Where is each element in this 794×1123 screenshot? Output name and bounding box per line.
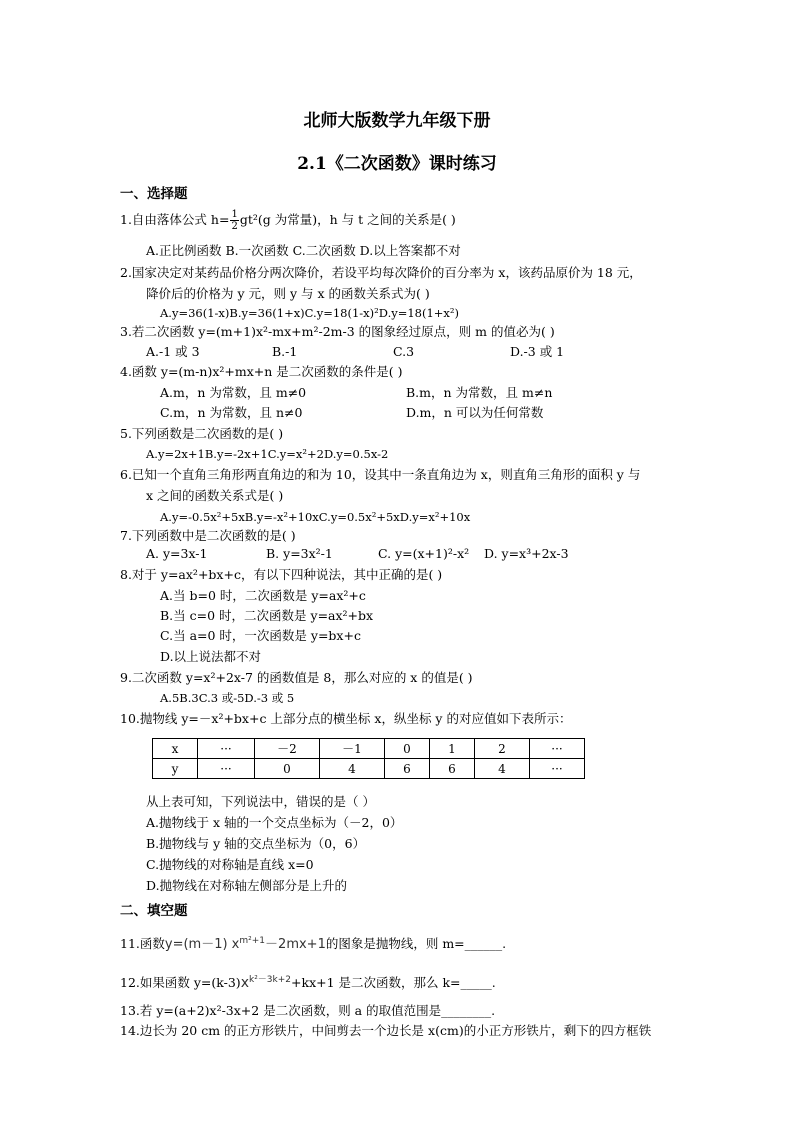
q2-line2: 降价后的价格为 y 元，则 y 与 x 的函数关系式为( ) bbox=[146, 286, 430, 301]
q4-option-a: A.m，n 为常数，且 m≠0 bbox=[160, 385, 307, 400]
q8-option-c: C.当 a=0 时，一次函数是 y=bx+c bbox=[160, 628, 361, 643]
q7-option-b: B. y=3x²-1 bbox=[266, 546, 333, 561]
q14-line1: 14.边长为 20 cm 的正方形铁片，中间剪去一个边长是 x(cm)的小正方形铁片，剩下的四方框铁 bbox=[120, 1023, 652, 1038]
table-row-y bbox=[153, 759, 585, 779]
q1-frac-den: 2 bbox=[231, 221, 238, 232]
table-cell: －2 bbox=[255, 739, 320, 759]
q12-prefix: 12.如果函数 y=(k-3) bbox=[120, 975, 241, 991]
q10-intro: 从上表可知，下列说法中，错误的是（ ） bbox=[146, 794, 375, 809]
table-cell: 0 bbox=[385, 739, 430, 759]
q3-option-c: C.3 bbox=[393, 344, 415, 359]
q2-line1: 2.国家决定对某药品价格分两次降价，若设平均每次降价的百分率为 x，该药品原价为 18 元， bbox=[120, 265, 642, 280]
q6-line2: x 之间的函数关系式是( ) bbox=[146, 488, 284, 503]
table-cell: 6 bbox=[430, 759, 475, 779]
q4-option-c: C.m，n 为常数，且 n≠0 bbox=[160, 405, 303, 420]
table-cell: 4 bbox=[320, 759, 385, 779]
table-cell: 4 bbox=[475, 759, 530, 779]
section-heading-choice: 一、选择题 bbox=[120, 186, 188, 202]
page-subtitle: 2.1《二次函数》课时练习 bbox=[297, 154, 497, 174]
q10-option-c: C.抛物线的对称轴是直线 x=0 bbox=[146, 857, 314, 872]
q2-options: A.y=36(1-x)B.y=36(1+x)C.y=18(1-x)²D.y=18(1+x²) bbox=[160, 306, 460, 320]
q11-exponent: m²+1 bbox=[239, 936, 266, 946]
q5-options: A.y=2x+1B.y=-2x+1C.y=x²+2D.y=0.5x-2 bbox=[146, 447, 389, 461]
q7-option-c: C. y=(x+1)²-x² bbox=[378, 546, 470, 561]
q6-line1: 6.已知一个直角三角形两直角边的和为 10，设其中一条直角边为 x，则直角三角形的面积 y 与 bbox=[120, 467, 641, 482]
q13-line1: 13.若 y=(a+2)x²-3x+2 是二次函数，则 a 的取值范围是________. bbox=[120, 1003, 496, 1018]
page-title: 北师大版数学九年级下册 bbox=[303, 111, 491, 131]
table-cell: 0 bbox=[255, 759, 320, 779]
q4-option-d: D.m，n 可以为任何常数 bbox=[406, 405, 544, 420]
q11-suffix: 的图象是抛物线，则 m=______. bbox=[325, 936, 507, 952]
q11-formula-a: y=(m－1) x bbox=[164, 937, 240, 953]
section-heading-fill: 二、填空题 bbox=[120, 903, 188, 919]
q10-line1: 10.抛物线 y=－x²+bx+c 上部分点的横坐标 x，纵坐标 y 的对应值如下表所示： bbox=[120, 711, 572, 726]
q10-value-table bbox=[152, 738, 585, 779]
q6-options: A.y=-0.5x²+5xB.y=-x²+10xC.y=0.5x²+5xD.y=x²+10x bbox=[160, 510, 471, 524]
q9-line1: 9.二次函数 y=x²+2x-7 的函数值是 8，那么对应的 x 的值是( ) bbox=[120, 670, 473, 685]
q8-option-d: D.以上说法都不对 bbox=[160, 649, 262, 664]
q11-prefix: 11.函数 bbox=[120, 936, 165, 952]
table-cell: y bbox=[153, 759, 198, 779]
q12-exponent: k²－3k+2 bbox=[248, 975, 292, 985]
q3-option-d: D.-3 或 1 bbox=[510, 344, 565, 359]
table-row-x bbox=[153, 739, 585, 759]
q4-option-b: B.m，n 为常数，且 m≠n bbox=[406, 385, 553, 400]
table-cell: ··· bbox=[530, 739, 585, 759]
q8-line1: 8.对于 y=ax²+bx+c，有以下四种说法，其中正确的是( ) bbox=[120, 567, 443, 582]
q3-option-b: B.-1 bbox=[272, 344, 298, 359]
q10-option-b: B.抛物线与 y 轴的交点坐标为（0，6） bbox=[146, 836, 366, 851]
q8-option-a: A.当 b=0 时，二次函数是 y=ax²+c bbox=[160, 588, 366, 603]
q1-prefix: 1.自由落体公式 h= bbox=[120, 212, 230, 227]
q4-line1: 4.函数 y=(m-n)x²+mx+n 是二次函数的条件是( ) bbox=[120, 364, 403, 379]
table-cell: ··· bbox=[198, 739, 255, 759]
table-cell: 1 bbox=[430, 739, 475, 759]
table-cell: ··· bbox=[530, 759, 585, 779]
q10-option-a: A.抛物线于 x 轴的一个交点坐标为（－2，0） bbox=[146, 815, 403, 830]
q1-options: A.正比例函数 B.一次函数 C.二次函数 D.以上答案都不对 bbox=[146, 243, 461, 258]
question-11 bbox=[120, 932, 506, 954]
q10-option-d: D.抛物线在对称轴左侧部分是上升的 bbox=[146, 878, 348, 893]
q1-fraction bbox=[230, 209, 238, 232]
q1-frac-num: 1 bbox=[231, 209, 238, 220]
q3-line1: 3.若二次函数 y=(m+1)x²-mx+m²-2m-3 的图象经过原点，则 m 的值必为( ) bbox=[120, 324, 555, 339]
q9-options: A.5B.3C.3 或-5D.-3 或 5 bbox=[160, 691, 295, 705]
question-12 bbox=[120, 971, 496, 992]
q7-option-a: A. y=3x-1 bbox=[146, 546, 208, 561]
q5-line1: 5.下列函数是二次函数的是( ) bbox=[120, 426, 284, 441]
q7-line1: 7.下列函数中是二次函数的是( ) bbox=[120, 528, 296, 543]
table-cell: ··· bbox=[198, 759, 255, 779]
table-cell: 2 bbox=[475, 739, 530, 759]
table-cell: x bbox=[153, 739, 198, 759]
q1-suffix: gt²(g 为常量)，h 与 t 之间的关系是( ) bbox=[239, 212, 456, 227]
q12-suffix: +kx+1 是二次函数，那么 k=_____. bbox=[291, 975, 496, 991]
table-cell: 6 bbox=[385, 759, 430, 779]
table-cell: －1 bbox=[320, 739, 385, 759]
q7-option-d: D. y=x³+2x-3 bbox=[484, 546, 569, 561]
question-1 bbox=[120, 209, 456, 232]
q11-formula-b: －2mx+1 bbox=[265, 937, 326, 953]
q8-option-b: B.当 c=0 时，二次函数是 y=ax²+bx bbox=[160, 608, 374, 623]
q12-base: x bbox=[240, 975, 249, 992]
q3-option-a: A.-1 或 3 bbox=[146, 344, 200, 359]
